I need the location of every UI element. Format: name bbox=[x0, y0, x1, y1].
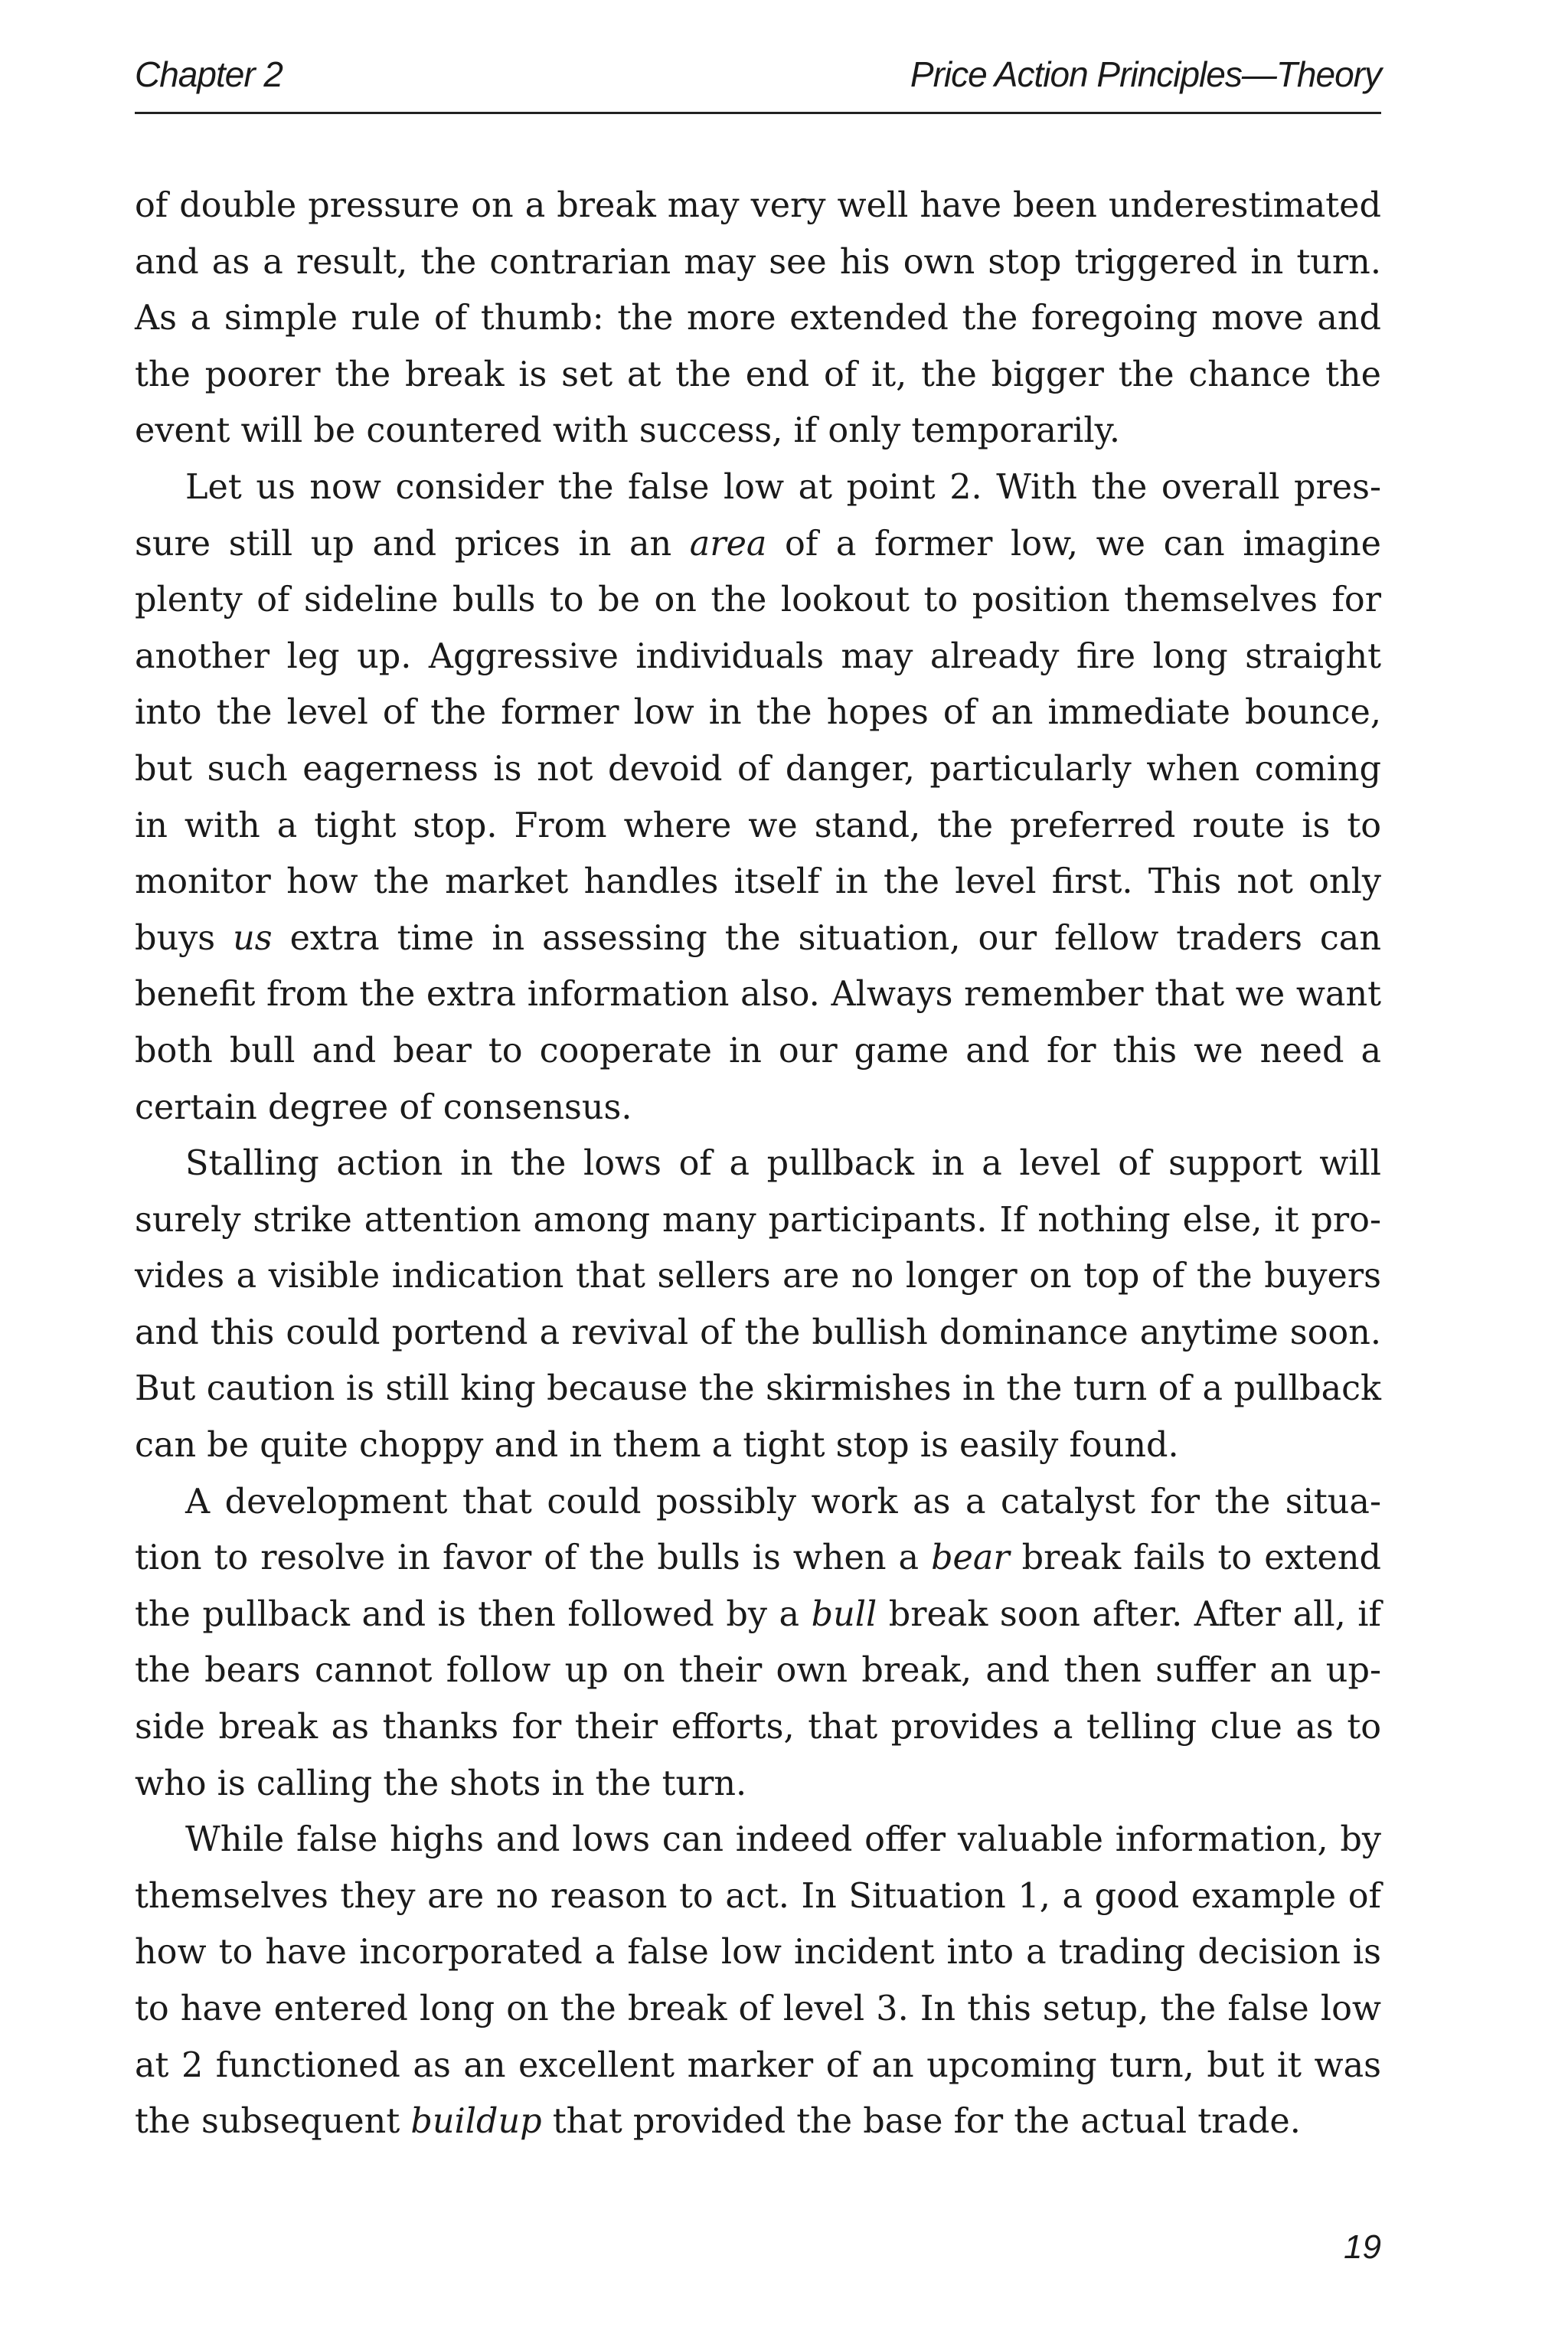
paragraph-text: Let us now consider the false low at point 2. With the overall pressure still up and prices in an bbox=[135, 467, 1381, 564]
body-text bbox=[135, 178, 1381, 2150]
paragraph-3 bbox=[135, 1136, 1381, 1474]
paragraph-text: of double pressure on a break may very well have been underestimated and as a result, the contrarian may see his own stop triggered in turn. As a simple rule of thumb: the more extended the foregoing move and the poorer the break is set at the end of it, the bigger the chance the event will be countered with success, if only temporarily. bbox=[135, 186, 1381, 451]
section-title: Price Action Principles—Theory bbox=[910, 54, 1381, 94]
paragraph-text: of a former low, we can imagine plenty of sideline bulls to be on the lookout to position themselves for another leg up. Aggressive individuals may already fire long straight into the level of the former low in the hopes of an immediate bounce, but such eagerness is not devoid of danger, particularly when coming in with a tight stop. From where we stand, the preferred route is to monitor how the market handles itself in the level first. This not only buys bbox=[135, 524, 1381, 958]
emphasis-buildup: buildup bbox=[410, 2102, 542, 2142]
running-header bbox=[135, 51, 1381, 114]
paragraph-5 bbox=[135, 1812, 1381, 2150]
paragraph-text: break fails to extend the pullback and is then followed by a bbox=[135, 1538, 1381, 1634]
paragraph-text: extra time in assessing the situation, our fellow traders can benefit from the extra information also. Always remember that we want both bull and bear to cooperate in our game and for this we need a certain degree of consensus. bbox=[135, 918, 1381, 1127]
paragraph-text: A development that could possibly work as a catalyst for the situation to resolve in favor of the bulls is when a bbox=[135, 1482, 1381, 1578]
chapter-label: Chapter 2 bbox=[135, 54, 283, 94]
paragraph-4 bbox=[135, 1474, 1381, 1813]
emphasis-bear: bear bbox=[931, 1538, 1010, 1578]
paragraph-text: break soon after. After all, if the bears cannot follow up on their own break, and then suffer an upside break as thanks for their efforts, that provides a telling clue as to who is calling the shots in the turn. bbox=[135, 1594, 1382, 1803]
paragraph-text: that provided the base for the actual trade. bbox=[541, 2102, 1301, 2142]
paragraph-2 bbox=[135, 459, 1381, 1136]
emphasis-us: us bbox=[233, 918, 273, 958]
paragraph-1 bbox=[135, 178, 1381, 459]
page-number: 19 bbox=[1344, 2228, 1381, 2266]
paragraph-text: While false highs and lows can indeed offer valuable information, by themselves they are no reason to act. In Situation 1, a good example of how to have incorporated a false low incident into a trading decision is to have entered long on the break of level 3. In this setup, the false low at 2 functioned as an excellent marker of an upcoming turn, but it was the subsequent bbox=[135, 1820, 1381, 2142]
emphasis-bull: bull bbox=[811, 1594, 877, 1634]
emphasis-area: area bbox=[689, 524, 767, 564]
paragraph-text: Stalling action in the lows of a pullback in a level of support will surely strike attention among many participants. If nothing else, it provides a visible indication that sellers are no longer on top of the buyers and this could portend a revival of the bullish dominance anytime soon. But caution is still king because the skirmishes in the turn of a pullback can be quite choppy and in them a tight stop is easily found. bbox=[135, 1144, 1381, 1466]
